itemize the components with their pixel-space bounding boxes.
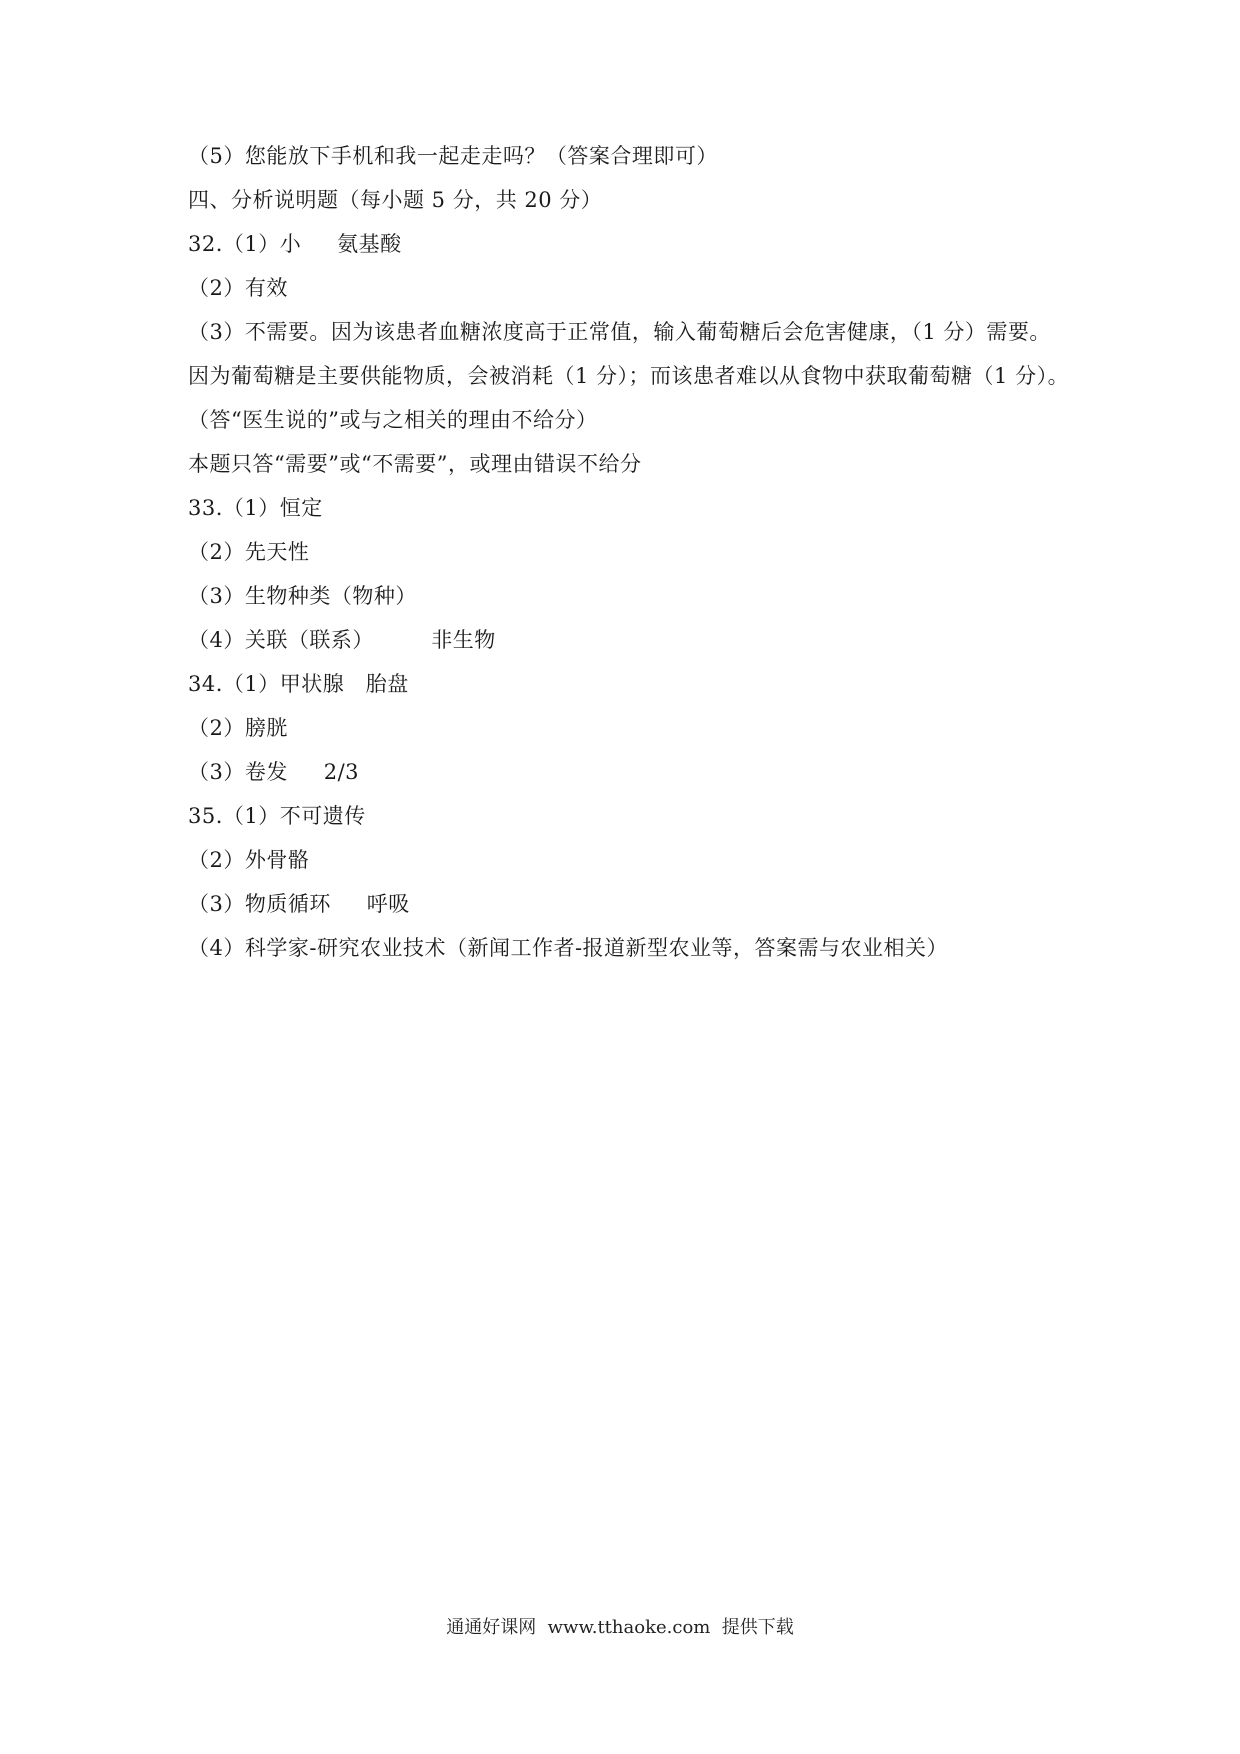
answer-line-32-2: （2）有效 <box>188 276 288 300</box>
section-heading: 四、分析说明题（每小题 5 分，共 20 分） <box>188 188 603 212</box>
answer-line-35-1: 35.（1）不可遗传 <box>188 804 366 828</box>
page-footer: 通通好课网 www.tthaoke.com 提供下载 <box>446 1617 794 1638</box>
answer-line-35-3: （3）物质循环 呼吸 <box>188 892 410 916</box>
answer-line-33-2: （2）先天性 <box>188 540 310 564</box>
answer-note-2: 本题只答“需要”或“不需要”，或理由错误不给分 <box>188 452 642 476</box>
answer-note-1: （答“医生说的”或与之相关的理由不给分） <box>188 408 598 432</box>
answer-line-32-3: （3）不需要。因为该患者血糖浓度高于正常值，输入葡萄糖后会危害健康，（1 分）需要。 <box>188 320 1051 344</box>
answer-line-32-1: 32.（1）小 氨基酸 <box>188 232 402 256</box>
answer-line-34-3: （3）卷发 2/3 <box>188 760 360 784</box>
answer-line-33-3: （3）生物种类（物种） <box>188 584 417 608</box>
answer-line-1: （5）您能放下手机和我一起走走吗？（答案合理即可） <box>188 144 718 168</box>
answer-line-32-3-cont: 因为葡萄糖是主要供能物质，会被消耗（1 分）；而该患者难以从食物中获取葡萄糖（1 分）。 <box>188 364 1070 388</box>
answer-line-33-4: （4）关联（联系） 非生物 <box>188 628 496 652</box>
answer-line-35-4: （4）科学家-研究农业技术（新闻工作者-报道新型农业等，答案需与农业相关） <box>188 936 949 960</box>
answer-line-34-1: 34.（1）甲状腺 胎盘 <box>188 672 409 696</box>
answer-line-35-2: （2）外骨骼 <box>188 848 310 872</box>
answer-line-34-2: （2）膀胱 <box>188 716 288 740</box>
answer-line-33-1: 33.（1）恒定 <box>188 496 323 520</box>
